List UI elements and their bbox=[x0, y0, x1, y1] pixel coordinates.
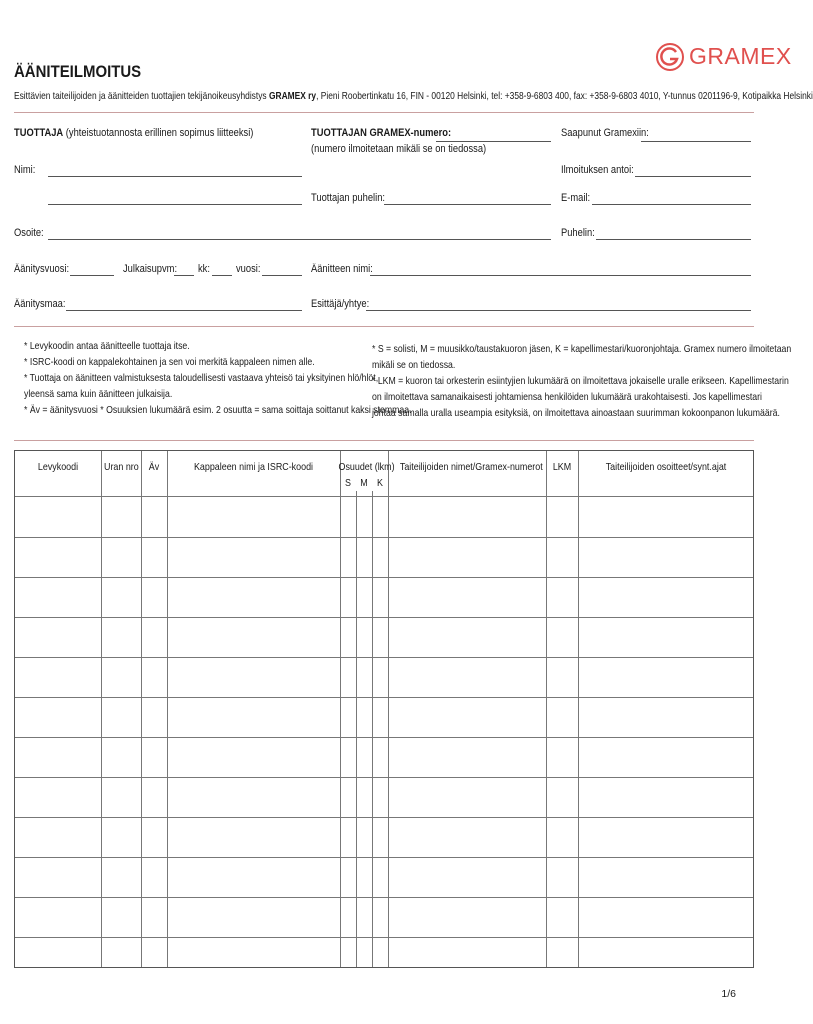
note-line: yleensä sama kuin äänitteen julkaisija. bbox=[24, 388, 173, 400]
col-header-m: M bbox=[360, 477, 368, 489]
note-line: * LKM = kuoron tai orkesterin esiintyjien lukumäärä on ilmoitettava jokaiselle uralle erikseen. Kapellimestarin bbox=[372, 375, 789, 387]
col-header-k: K bbox=[377, 477, 383, 489]
col-header-s: S bbox=[345, 477, 351, 489]
row-divider bbox=[15, 617, 753, 618]
row-divider bbox=[15, 937, 753, 938]
recording-name-label: Äänitteen nimi: bbox=[311, 263, 373, 275]
column-divider bbox=[340, 451, 341, 967]
performer-field[interactable] bbox=[366, 310, 751, 311]
organization-info-pre: Esittävien taiteilijoiden ja äänitteiden tuottajien tekijänoikeusyhdistys bbox=[14, 90, 269, 102]
recording-country-field[interactable] bbox=[66, 310, 302, 311]
col-header-av: Äv bbox=[148, 461, 160, 473]
row-divider bbox=[15, 496, 753, 497]
row-divider bbox=[15, 577, 753, 578]
name-field[interactable] bbox=[48, 176, 302, 177]
email-label: E-mail: bbox=[561, 192, 591, 204]
column-divider bbox=[167, 451, 168, 967]
row-divider bbox=[15, 697, 753, 698]
name-label: Nimi: bbox=[14, 164, 36, 176]
note-line: mikäli se on tiedossa. bbox=[372, 359, 456, 371]
name-field-2[interactable] bbox=[48, 204, 302, 205]
note-line: johtaa samalla uralla useampia esityksiä, on ilmoitettava ainoastaan suurimman kokoonpanon lukumäärä. bbox=[372, 407, 780, 419]
submitter-field[interactable] bbox=[635, 176, 751, 177]
row-divider bbox=[15, 777, 753, 778]
row-divider bbox=[15, 817, 753, 818]
note-line: * S = solisti, M = muusikko/taustakuoron jäsen, K = kapellimestari/kuoronjohtaja. Gramex numero ilmoitetaan bbox=[372, 343, 792, 355]
received-field[interactable] bbox=[641, 141, 751, 142]
gramex-logo-text: GRAMEX bbox=[689, 43, 792, 69]
release-month-label: kk: bbox=[198, 263, 210, 275]
col-header-levykoodi: Levykoodi bbox=[37, 461, 79, 473]
column-divider bbox=[101, 451, 102, 967]
note-line: * Äv = äänitysvuosi * Osuuksien lukumäärä esim. 2 osuutta = sama soittaja soittanut kaksi stemmaa. bbox=[24, 404, 412, 416]
note-line: * ISRC-koodi on kappalekohtainen ja sen voi merkitä kappaleen nimen alle. bbox=[24, 356, 315, 368]
release-year-label: vuosi: bbox=[236, 263, 261, 275]
note-line: * Tuottaja on äänitteen valmistuksesta taloudellisesti vastaava yhteisö tai yksityinen hlö/hlöt, bbox=[24, 372, 379, 384]
notes-divider-top bbox=[14, 326, 754, 327]
row-divider bbox=[15, 537, 753, 538]
row-divider bbox=[15, 897, 753, 898]
address-label: Osoite: bbox=[14, 227, 44, 239]
organization-info bbox=[14, 90, 813, 102]
header-divider bbox=[14, 112, 754, 113]
note-line: on ilmoitettava samanaikaisesti johtamiensa henkilöiden lukumäärä urakohtaisesti. Jos kapellimestari bbox=[372, 391, 762, 403]
phone-field[interactable] bbox=[596, 239, 751, 240]
tracks-table bbox=[14, 450, 754, 968]
col-header-taiteilijoiden-nimet: Taiteilijoiden nimet/Gramex-numerot bbox=[399, 461, 543, 473]
recording-year-field[interactable] bbox=[70, 275, 114, 276]
row-divider bbox=[15, 657, 753, 658]
notes-right bbox=[372, 341, 791, 421]
col-header-kappaleen-nimi: Kappaleen nimi ja ISRC-koodi bbox=[193, 461, 314, 473]
recording-year-label: Äänitysvuosi: bbox=[14, 263, 70, 275]
phone-label: Puhelin: bbox=[561, 227, 595, 239]
col-header-osoitteet: Taiteilijoiden osoitteet/synt.ajat bbox=[605, 461, 727, 473]
release-year-field[interactable] bbox=[262, 275, 302, 276]
gramex-logo bbox=[655, 40, 792, 74]
notes-left bbox=[24, 338, 412, 418]
note-line: * Levykoodin antaa äänitteelle tuottaja itse. bbox=[24, 340, 190, 352]
notes-divider-bottom bbox=[14, 440, 754, 441]
column-divider bbox=[388, 451, 389, 967]
performer-label: Esittäjä/yhtye: bbox=[311, 298, 370, 310]
col-header-osuudet: Osuudet (lkm) bbox=[338, 461, 395, 473]
column-divider bbox=[141, 451, 142, 967]
column-divider bbox=[372, 491, 373, 967]
organization-name: GRAMEX ry bbox=[268, 90, 317, 102]
submitter-label: Ilmoituksen antoi: bbox=[561, 164, 634, 176]
column-divider bbox=[356, 491, 357, 967]
producer-number-label: TUOTTAJAN GRAMEX-numero: bbox=[311, 127, 452, 139]
gramex-logo-icon bbox=[655, 42, 685, 72]
received-label: Saapunut Gramexiin: bbox=[561, 127, 649, 139]
producer-heading bbox=[14, 127, 253, 139]
column-divider bbox=[546, 451, 547, 967]
producer-heading-bold: TUOTTAJA bbox=[14, 127, 64, 139]
email-field[interactable] bbox=[592, 204, 751, 205]
column-divider bbox=[578, 451, 579, 967]
producer-phone-field[interactable] bbox=[384, 204, 551, 205]
row-divider bbox=[15, 737, 753, 738]
release-date-label: Julkaisupvm: bbox=[123, 263, 178, 275]
row-divider bbox=[15, 857, 753, 858]
col-header-uran-nro: Uran nro bbox=[104, 461, 139, 473]
recording-name-field[interactable] bbox=[370, 275, 751, 276]
release-day-field[interactable] bbox=[174, 275, 194, 276]
release-month-field[interactable] bbox=[212, 275, 232, 276]
address-field[interactable] bbox=[48, 239, 551, 240]
page-number: 1/6 bbox=[721, 988, 736, 1000]
col-header-lkm: LKM bbox=[552, 461, 572, 473]
producer-number-note: (numero ilmoitetaan mikäli se on tiedossa) bbox=[311, 143, 487, 155]
producer-heading-note: (yhteistuotannosta erillinen sopimus liitteeksi) bbox=[63, 127, 254, 139]
producer-phone-label: Tuottajan puhelin: bbox=[311, 192, 385, 204]
organization-info-post: , Pieni Roobertinkatu 16, FIN - 00120 Helsinki, tel: +358-9-6803 400, fax: +358-9-6803 4010, Y-tunnus 0201196-9, Kotipaikka Helsinki bbox=[316, 90, 813, 102]
recording-country-label: Äänitysmaa: bbox=[14, 298, 66, 310]
producer-number-field[interactable] bbox=[436, 141, 551, 142]
form-title: ÄÄNITEILMOITUS bbox=[14, 62, 142, 81]
